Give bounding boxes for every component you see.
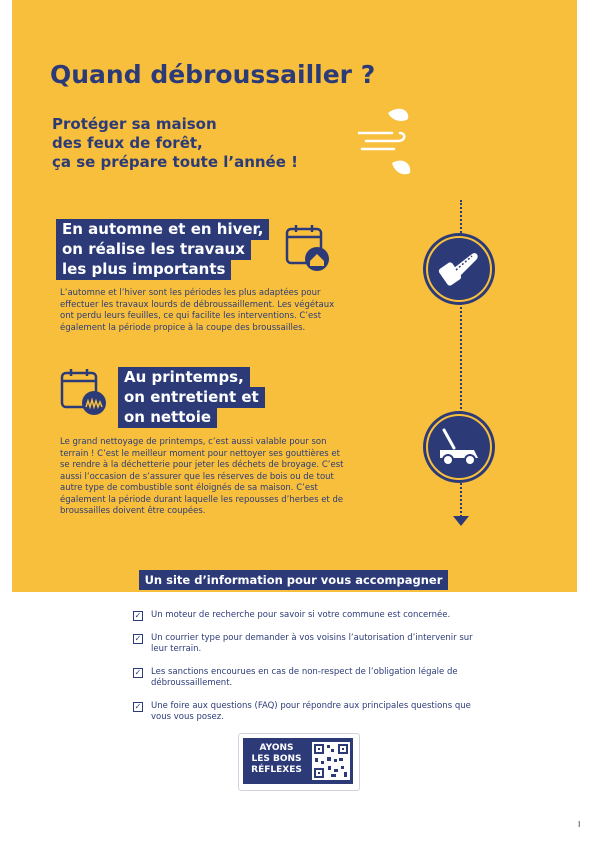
- checkbox-checked-icon: ✓: [134, 702, 142, 711]
- autumn-banner-line: on réalise les travaux: [56, 239, 251, 260]
- campaign-badge: [238, 733, 360, 791]
- spring-banner-line: on entretient et: [118, 387, 265, 408]
- list-item-text: Un courrier type pour demander à vos voisins l’autorisation d’intervenir sur leur terrain.: [151, 633, 473, 654]
- list-item: [133, 667, 483, 689]
- list-item: [133, 610, 483, 621]
- spring-banner-line: on nettoie: [118, 407, 217, 428]
- list-item-text: Les sanctions encourues en cas de non-respect de l’obligation légale de débroussaillement.: [151, 667, 458, 688]
- badge-line: AYONS: [259, 743, 294, 753]
- calendar-house-icon: [285, 223, 331, 273]
- badge-line: RÉFLEXES: [251, 765, 302, 775]
- page-title: Quand débroussailler ?: [50, 60, 376, 89]
- autumn-banner-line: En automne et en hiver,: [56, 219, 269, 240]
- subtitle-line: ça se prépare toute l’année !: [52, 153, 298, 171]
- timeline-arrow: [453, 516, 469, 526]
- list-item: [133, 633, 483, 655]
- page-number: I: [578, 820, 581, 829]
- calendar-grass-icon: [60, 367, 108, 417]
- subtitle-line: des feux de forêt,: [52, 134, 203, 152]
- badge-panel: [243, 738, 353, 784]
- subtitle-line: Protéger sa maison: [52, 115, 217, 133]
- autumn-banner-line: les plus importants: [56, 259, 231, 280]
- checkbox-checked-icon: ✓: [134, 668, 142, 677]
- qr-code-icon[interactable]: [312, 742, 350, 780]
- badge-text: [249, 743, 304, 776]
- info-site-banner: Un site d’information pour vous accompagner: [139, 570, 448, 590]
- list-item-text: Un moteur de recherche pour savoir si votre commune est concernée.: [151, 610, 451, 620]
- checkbox-checked-icon: ✓: [134, 634, 142, 643]
- spring-banner-line: Au printemps,: [118, 367, 250, 388]
- checkbox-checked-icon: ✓: [134, 611, 142, 620]
- badge-line: LES BONS: [251, 754, 302, 764]
- list-item: [133, 701, 483, 723]
- list-item-text: Une foire aux questions (FAQ) pour répondre aux principales questions que vous vous posez.: [151, 701, 471, 722]
- spring-paragraph: Le grand nettoyage de printemps, c’est aussi valable pour son terrain ! C’est le meilleur moment pour nettoyer ses gouttières et se rendre à la déchetterie pour jeter les déchets de broyage. C’est aussi l’occasion de s’assurer que les réserves de bois ou de tout autre type de combustible sont éloignés de sa maison. C’est également la période durant laquelle les repousses d’herbes et de broussailles doivent être coupées.: [60, 437, 344, 516]
- chainsaw-icon: [426, 236, 492, 302]
- autumn-paragraph: L’automne et l’hiver sont les périodes les plus adaptées pour effectuer les travaux lourds de débroussaillement. Les végétaux ont perdu leurs feuilles, ce qui facilite les interventions. C’est également la période propice à la coupe des broussailles.: [60, 288, 335, 333]
- info-site-list: [133, 610, 483, 735]
- lawnmower-icon: [426, 414, 492, 480]
- page-subtitle: [52, 115, 342, 172]
- wind-leaves-icon: [358, 105, 418, 185]
